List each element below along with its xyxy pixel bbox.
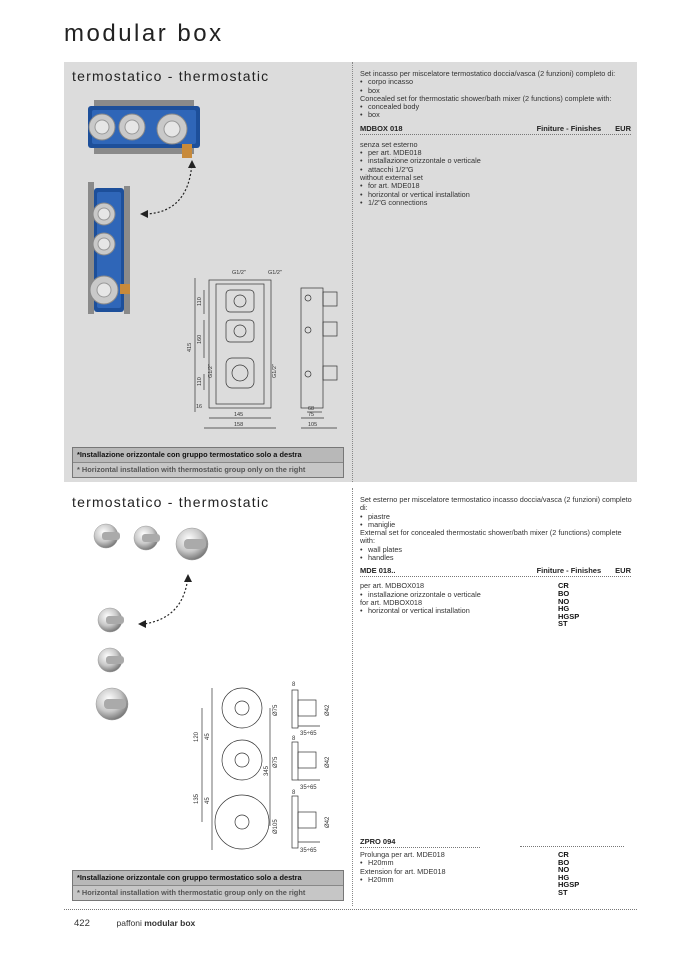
spec-it-line: per art. MDBOX018 (360, 581, 425, 591)
dim-16: 16 (196, 404, 203, 410)
spec-en-item: • for art. MDE018 (360, 182, 637, 190)
thread-label-top: G1/2" (232, 270, 246, 276)
description-it: Set esterno per miscelatore termostatico incasso doccia/vasca (2 funzioni) completo di: (360, 495, 632, 513)
finish-code: CR (558, 581, 569, 591)
installation-note-it: *Installazione orizzontale con gruppo termostatico solo a destra (73, 448, 343, 463)
desc-en-item: • box (360, 111, 637, 119)
dim-145: 145 (234, 412, 244, 418)
finishes-label: Finiture - Finishes (536, 123, 602, 133)
dim-68: 68 (308, 406, 315, 412)
dim-105: 105 (308, 422, 318, 428)
dim-8a: 8 (292, 682, 296, 688)
finish-code: BO (558, 857, 570, 867)
product-code: MDBOX 018 (360, 123, 403, 133)
finish-code: BO (558, 588, 570, 598)
installation-note (72, 870, 344, 901)
dim-110b: 110 (197, 377, 203, 386)
installation-note (72, 447, 344, 478)
finish-code: HGSP (558, 611, 580, 621)
dim-8c: 8 (292, 790, 296, 796)
spec-it-item: • installazione orizzontale o verticale (360, 157, 637, 165)
dim-45a: 45 (205, 733, 211, 740)
description-it: Set incasso per miscelatore termostatico doccia/vasca (2 funzioni) completo di: (360, 69, 616, 78)
dim-45b: 45 (205, 797, 211, 804)
dim-120: 120 (194, 731, 200, 742)
dim-135: 135 (194, 793, 200, 804)
dim-415: 415 (187, 342, 193, 352)
section-title: termostatico - thermostatic (72, 68, 270, 84)
thread-label-right: G1/2" (272, 364, 278, 378)
concealed-set-visual-panel (64, 62, 352, 482)
desc-en-item: • wall plates (360, 546, 637, 554)
finish-code: HG (558, 872, 570, 882)
dim-range-2: 35÷65 (300, 785, 317, 791)
installation-note-it: *Installazione orizzontale con gruppo termostatico solo a destra (73, 871, 343, 886)
dim-105: Ø105 (273, 819, 279, 834)
extension-code: ZPRO 094 (360, 837, 396, 846)
dim-range-1: 35÷65 (300, 731, 317, 737)
concealed-set-text-panel (352, 62, 637, 482)
page-number: 422 (74, 918, 90, 929)
spec-it-item: • attacchi 1/2"G (360, 166, 637, 174)
dim-42c: Ø42 (325, 816, 331, 828)
extension-en-line: Extension for art. MDE018 (360, 866, 446, 876)
without-external-en: without external set (360, 172, 423, 182)
without-external-it: senza set esterno (360, 139, 418, 149)
spec-en-item: • 1/2"G connections (360, 199, 637, 207)
desc-en-item: • handles (360, 554, 637, 562)
extension-en-item: • H20mm (360, 876, 631, 884)
finish-codes (558, 851, 579, 897)
finish-code: HGSP (558, 880, 580, 890)
spec-it-item: • per art. MDE018 (360, 149, 637, 157)
dim-345: 345 (264, 765, 270, 776)
finish-code: NO (558, 596, 570, 606)
desc-it-item: • piastre (360, 513, 637, 521)
dim-42a: Ø42 (325, 704, 331, 716)
finish-code: CR (558, 850, 569, 859)
finish-code: HG (558, 604, 570, 614)
section-title: termostatico - thermostatic (72, 494, 270, 510)
dim-75: 75 (308, 412, 315, 418)
horizontal-set-photo (94, 524, 208, 560)
thread-label-top-right: G1/2" (268, 270, 282, 276)
currency-label: EUR (615, 123, 631, 133)
concealed-box-technical-drawing (64, 262, 352, 462)
finish-code: ST (558, 887, 568, 897)
extension-it-line: Prolunga per art. MDE018 (360, 850, 445, 859)
installation-note-en: * Horizontal installation with thermostatic group only on the right (73, 463, 343, 477)
thread-label-left: G1/2" (208, 364, 214, 378)
finishes-label: Finiture - Finishes (536, 566, 602, 576)
installation-note-en: * Horizontal installation with thermostatic group only on the right (73, 886, 343, 900)
section-concealed-set (64, 62, 637, 482)
desc-it-item: • maniglie (360, 521, 637, 529)
horizontal-box-photo (88, 100, 200, 158)
page-title: modular box (64, 20, 224, 47)
extension-it-item: • H20mm (360, 859, 631, 867)
currency-label: EUR (615, 566, 631, 576)
footer-divider (64, 909, 637, 910)
product-header-row (360, 124, 631, 135)
dim-160: 160 (197, 334, 203, 344)
catalog-name: modular box (144, 918, 196, 928)
product-header-row (360, 566, 631, 577)
dim-75b: Ø75 (273, 756, 279, 768)
extension-product (360, 837, 631, 897)
finish-code: ST (558, 619, 568, 629)
finish-divider (520, 846, 624, 847)
dim-110: 110 (197, 297, 203, 306)
description-en: Concealed set for thermostatic shower/bath mixer (2 functions) complete with: (360, 93, 612, 103)
section-external-set (64, 488, 637, 906)
dim-42b: Ø42 (325, 756, 331, 768)
dim-8b: 8 (292, 736, 296, 742)
desc-it-item: • corpo incasso (360, 78, 637, 86)
product-code: MDE 018.. (360, 566, 396, 576)
external-set-text-panel (352, 488, 637, 906)
rotation-arrow (144, 576, 188, 624)
spec-en-item: • horizontal or vertical installation (360, 191, 637, 199)
spec-en-line: for art. MDBOX018 (360, 597, 423, 607)
desc-it-item: • box (360, 87, 637, 95)
desc-en-item: • concealed body (360, 103, 637, 111)
external-set-visual-panel (64, 488, 352, 906)
spec-it-item: • installazione orizzontale o verticale (360, 591, 637, 599)
brand-name: paffoni (116, 918, 142, 928)
dim-158: 158 (234, 422, 244, 428)
finish-code: NO (558, 865, 570, 875)
spec-en-item: • horizontal or vertical installation (360, 607, 637, 615)
rotation-arrow (146, 162, 192, 214)
description-en: External set for concealed thermostatic shower/bath mixer (2 functions) complete with: (360, 528, 622, 546)
external-set-technical-drawing (64, 676, 352, 866)
finish-codes (558, 582, 579, 628)
extension-header (360, 837, 480, 848)
dim-range-3: 35÷65 (300, 848, 317, 854)
page-footer (74, 918, 195, 929)
dim-75a: Ø75 (273, 704, 279, 716)
